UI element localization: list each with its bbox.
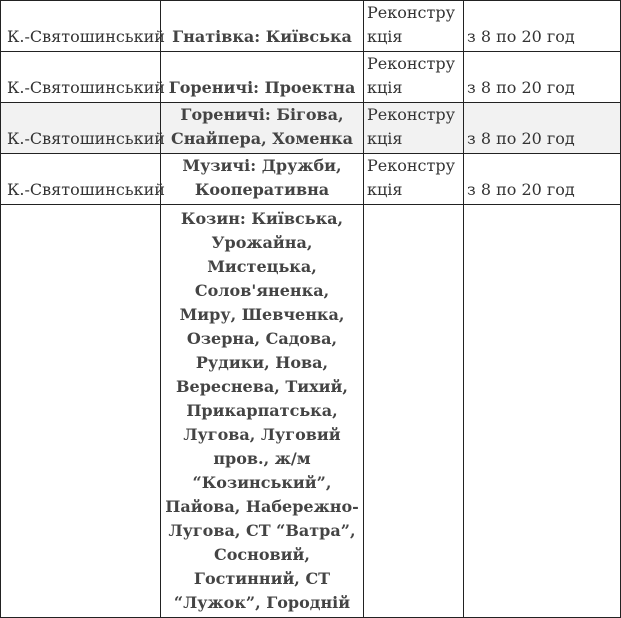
- time-period-cell: з 8 по 20 год: [464, 154, 621, 205]
- table-row: [1, 1, 621, 52]
- work-type-cell: Реконструкція: [364, 1, 464, 52]
- streets-cell: Музичі: Дружби, Кооперативна: [161, 154, 364, 205]
- work-type-cell: Реконструкція: [364, 103, 464, 154]
- work-type-cell: Реконструкція: [364, 154, 464, 205]
- district-cell: К.-Святошинський: [1, 154, 161, 205]
- time-period-cell: з 8 по 20 год: [464, 103, 621, 154]
- district-cell: [1, 205, 161, 618]
- streets-cell: Козин: Київська, Урожайна, Мистецька, Солов'яненка, Миру, Шевченка, Озерна, Садова, Рудики, Нова, Вереснева, Тихий, Прикарпатська, Лугова, Луговий пров., ж/м “Козинський”, Пайова, Набережно-Лугова, СТ “Ватра”, Сосновий, Гостинний, СТ “Лужок”, Городній: [161, 205, 364, 618]
- table-row: [1, 205, 621, 618]
- streets-cell: Гореничі: Бігова, Снайпера, Хоменка: [161, 103, 364, 154]
- district-cell: К.-Святошинський: [1, 1, 161, 52]
- streets-cell: Гнатівка: Київська: [161, 1, 364, 52]
- time-period-cell: з 8 по 20 год: [464, 1, 621, 52]
- time-period-cell: з 8 по 20 год: [464, 52, 621, 103]
- table-row: [1, 103, 621, 154]
- work-type-cell: [364, 205, 464, 618]
- district-cell: К.-Святошинський: [1, 52, 161, 103]
- streets-cell: Гореничі: Проектна: [161, 52, 364, 103]
- table-row: [1, 52, 621, 103]
- time-period-cell: [464, 205, 621, 618]
- work-type-cell: Реконструкція: [364, 52, 464, 103]
- district-cell: К.-Святошинський: [1, 103, 161, 154]
- table-row: [1, 154, 621, 205]
